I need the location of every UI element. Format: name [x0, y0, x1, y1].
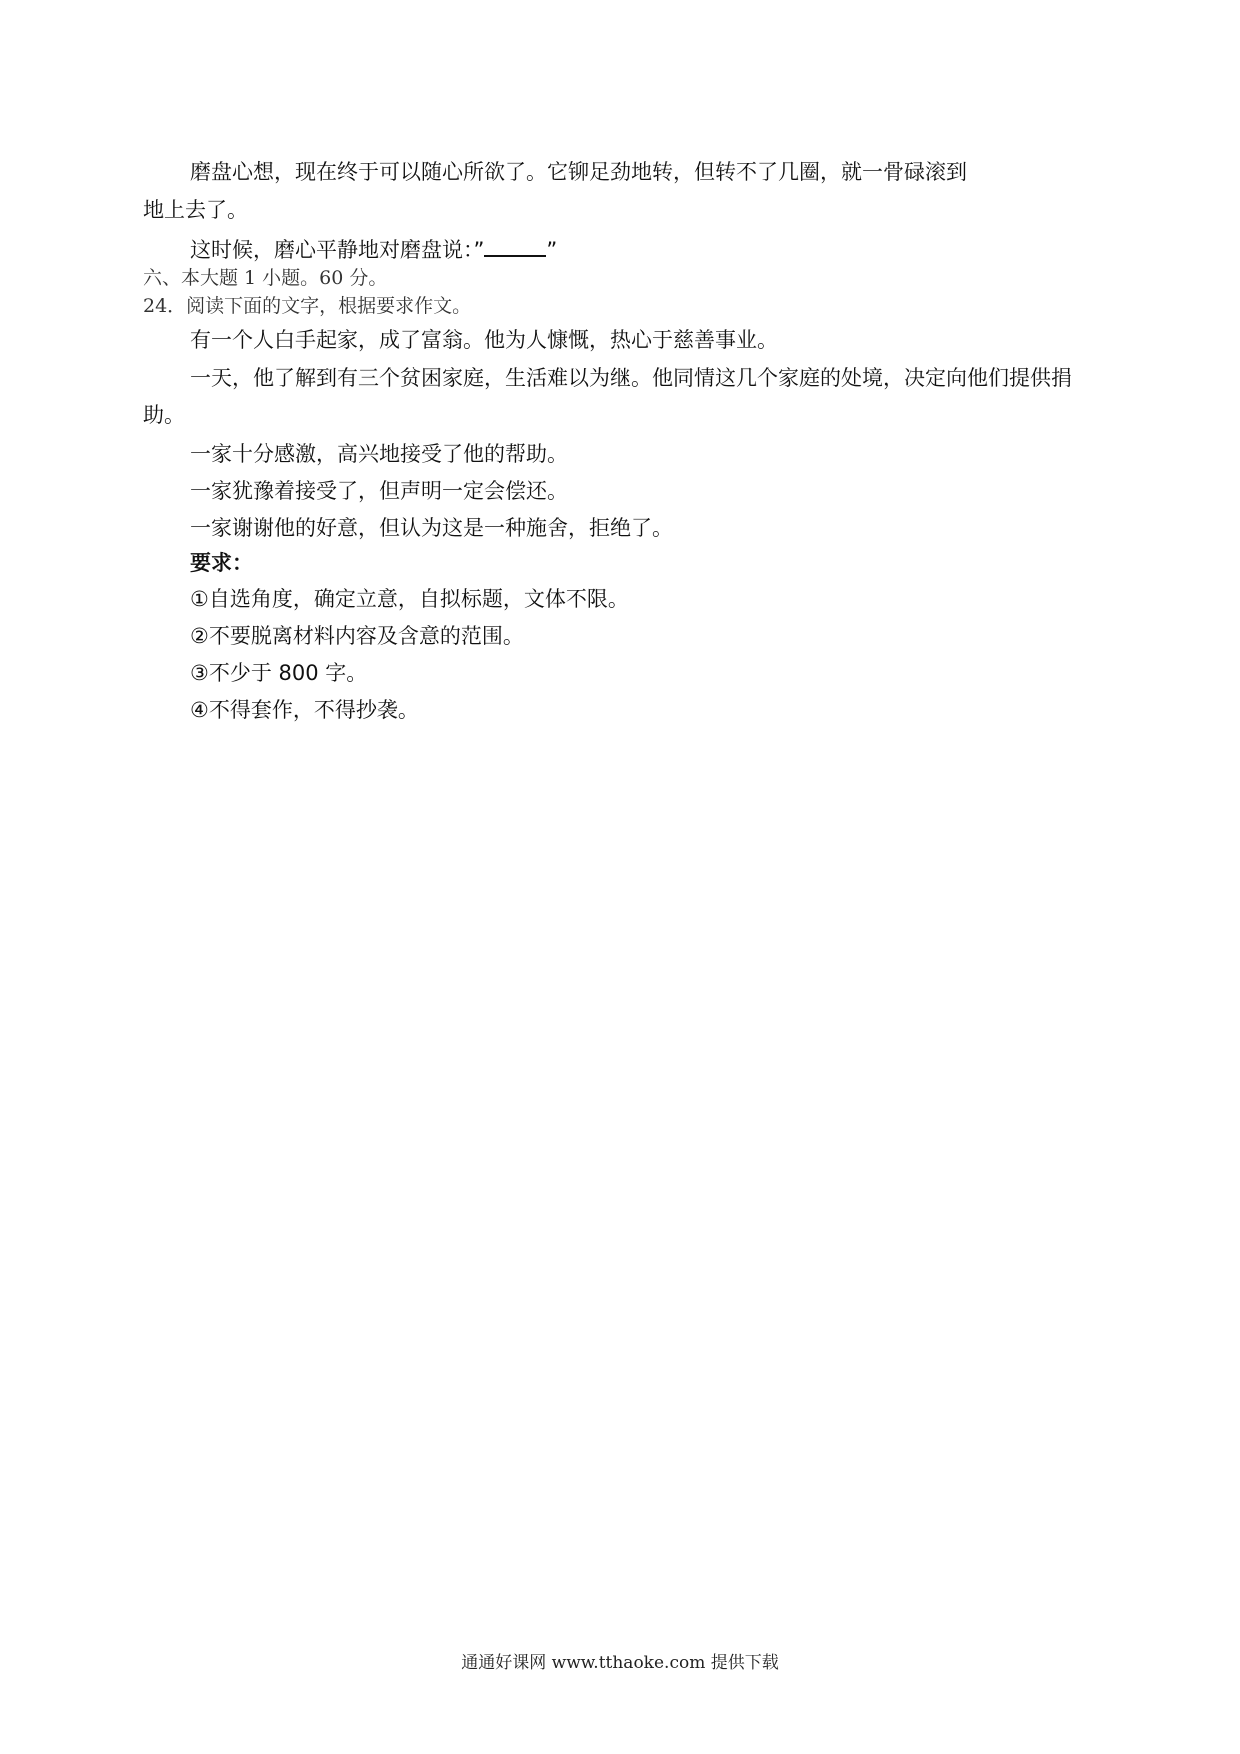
requirement-item: ②不要脱离材料内容及含意的范围。 [190, 624, 524, 648]
close-quote: ” [546, 238, 558, 262]
dialogue-lead-text: 这时候，磨心平静地对磨盘说： [190, 238, 474, 262]
story-end-dialogue [190, 235, 557, 264]
open-quote: ” [473, 238, 485, 262]
page-footer: 通通好课网 www.tthaoke.com 提供下载 [461, 1653, 779, 1673]
material-line-2b: 助。 [143, 403, 185, 427]
requirement-item: ④不得套作，不得抄袭。 [190, 698, 419, 722]
material-line-2a: 一天，他了解到有三个贫困家庭，生活难以为继。他同情这几个家庭的处境，决定向他们提供捐 [190, 366, 1072, 390]
material-line-1: 有一个人白手起家，成了富翁。他为人慷慨，热心于慈善事业。 [190, 328, 778, 352]
story-end-line-2: 地上去了。 [143, 198, 248, 222]
story-end-line-1: 磨盘心想，现在终于可以随心所欲了。它铆足劲地转，但转不了几圈，就一骨碌滚到 [190, 160, 967, 184]
requirement-item: ③不少于 800 字。 [190, 661, 368, 685]
question-24-prompt: 24．阅读下面的文字，根据要求作文。 [143, 295, 472, 317]
material-line-5: 一家谢谢他的好意，但认为这是一种施舍，拒绝了。 [190, 516, 673, 540]
answer-blank[interactable] [484, 235, 546, 257]
requirement-item: ①自选角度，确定立意，自拟标题，文体不限。 [190, 587, 629, 611]
material-line-4: 一家犹豫着接受了，但声明一定会偿还。 [190, 479, 568, 503]
material-line-3: 一家十分感激，高兴地接受了他的帮助。 [190, 442, 568, 466]
section-six-heading: 六、本大题 1 小题。60 分。 [143, 267, 388, 289]
requirements-label: 要求： [190, 551, 253, 575]
